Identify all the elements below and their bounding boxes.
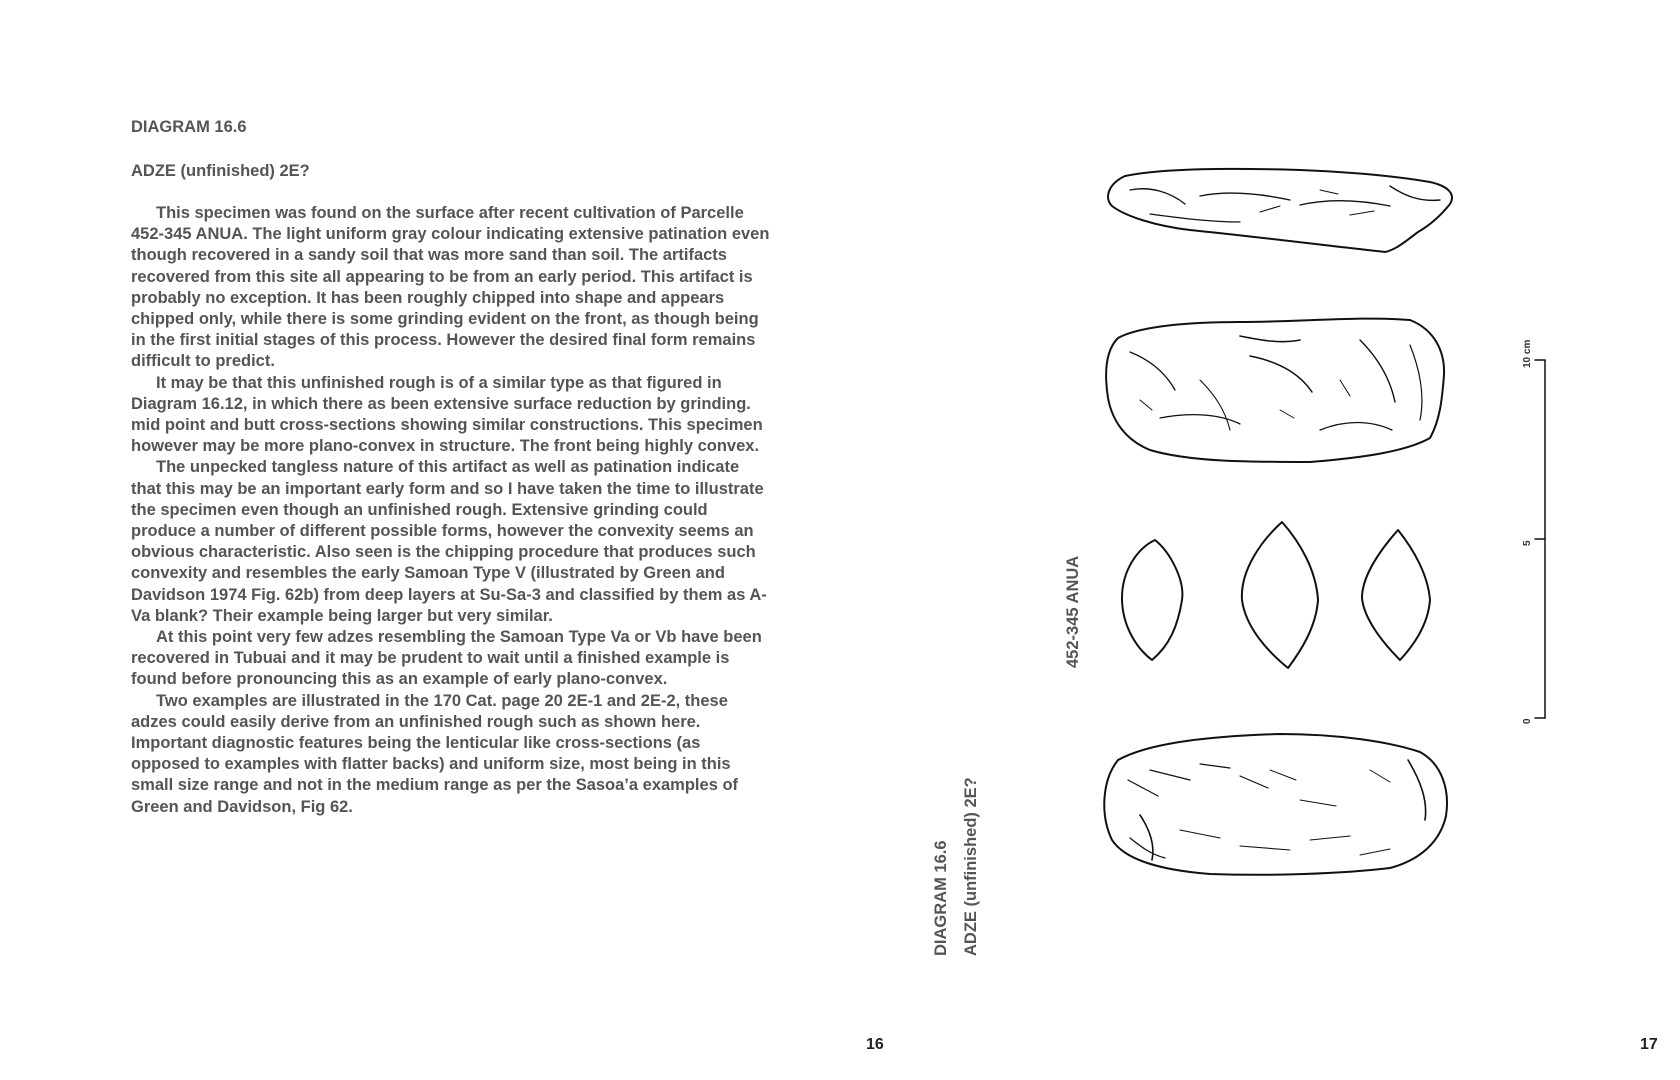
scale-label-10cm: 10 cm: [1522, 339, 1533, 368]
adze-back-view: [1104, 734, 1447, 875]
diagram-label: DIAGRAM 16.6: [131, 118, 247, 136]
page-number-right: 17: [1640, 1036, 1658, 1053]
paragraph: This specimen was found on the surface after recent cultivation of Parcelle 452-345 ANUA. The light uniform gray colour indicating extensive patination even though recovered in a sandy soil that was more sand than soil. The artifacts recovered from this site all appearing to be from an early period. This artifact is probably no exception. It has been roughly chipped into shape and appears chipped only, while there is some grinding evident on the front, as though being in the first initial stages of this process. However the desired final form remains difficult to predict.: [131, 204, 770, 371]
scale-label-5: 5: [1522, 540, 1533, 546]
adze-side-view-top: [1108, 169, 1452, 252]
scale-bar: [1535, 360, 1545, 718]
page-number-left: 16: [866, 1036, 884, 1053]
vertical-diagram-label: DIAGRAM 16.6: [932, 840, 950, 956]
paragraph: The unpecked tangless nature of this artifact as well as patination indicate that this may be an important early form and so I have taken the time to illustrate the specimen even though an unfinished rough. Extensive grinding could produce a number of different possible forms, however the convexity seems an obvious characteristic. Also seen is the chipping procedure that produces such convexity and resembles the early Samoan Type V (illustrated by Green and Davidson 1974 Fig. 62b) from deep layers at Su-Sa-3 and classified by them as A-Va blank? Their example being larger but very similar.: [131, 458, 767, 625]
adze-front-view: [1106, 319, 1444, 462]
specimen-id-label: 452-345 ANUA: [1064, 555, 1082, 668]
scale-label-0: 0: [1522, 718, 1533, 724]
diagram-title: ADZE (unfinished) 2E?: [131, 162, 310, 180]
paragraph: Two examples are illustrated in the 170 Cat. page 20 2E-1 and 2E-2, these adzes could easily derive from an unfinished rough such as shown here. Important diagnostic features being the lenticular like cross-sections (as opposed to examples with flatter backs) and uniform size, most being in this small size range and not in the medium range as per the Sasoa’a examples of Green and Davidson, Fig 62.: [131, 691, 739, 816]
paragraph: At this point very few adzes resembling the Samoan Type Va or Vb have been recovered in Tubuai and it may be prudent to wait until a finished example is found before pronouncing this as an example of early plano-convex.: [131, 628, 762, 689]
paragraph: It may be that this unfinished rough is of a similar type as that figured in Diagram 16.12, in which there as been extensive surface reduction by grinding. mid point and butt cross-sections showing similar constructions. This specimen however may be more plano-convex in structure. The front being highly convex.: [131, 373, 763, 456]
vertical-diagram-title: ADZE (unfinished) 2E?: [962, 777, 980, 956]
adze-cross-sections: [1122, 522, 1430, 668]
